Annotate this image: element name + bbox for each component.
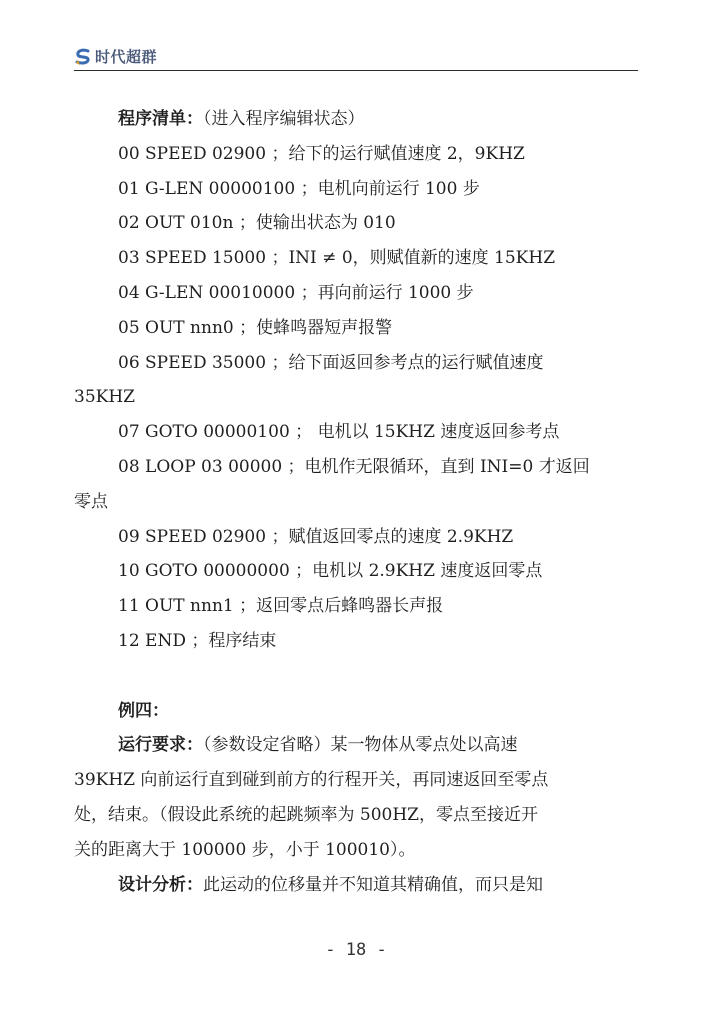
program-line: 12 END ；程序结束	[118, 630, 277, 651]
page-header	[74, 46, 638, 72]
program-line: 04 G-LEN 00010000 ；再向前运行 1000 步	[118, 282, 474, 303]
program-line: 10 GOTO 00000000 ；电机以 2.9KHZ 速度返回零点	[118, 561, 543, 582]
company-logo	[74, 46, 157, 67]
page-body	[74, 102, 640, 902]
spacer	[74, 659, 640, 694]
logo-text: 时代超群	[95, 48, 158, 66]
requirements-text: （参数设定省略）某一物体从零点处以高速	[203, 735, 518, 756]
program-line: 00 SPEED 02900 ；给下的运行赋值速度 2，9KHZ	[118, 143, 525, 164]
logo-icon	[74, 48, 92, 66]
program-line: 05 OUT nnn0 ；使蜂鸣器短声报警	[118, 317, 393, 338]
program-line: 08 LOOP 03 00000 ；电机作无限循环，直到 INI=0 才返回	[118, 456, 590, 477]
program-line-continuation: 35KHZ	[74, 387, 135, 408]
program-line: 06 SPEED 35000 ；给下面返回参考点的运行赋值速度	[118, 352, 544, 373]
program-line: 07 GOTO 00000100 ； 电机以 15KHZ 速度返回参考点	[118, 422, 560, 443]
example-heading-line	[74, 694, 640, 729]
program-subtitle: （进入程序编辑状态）	[203, 109, 365, 129]
program-line: 03 SPEED 15000 ；INI ≠ 0，则赋值新的速度 15KHZ	[118, 248, 556, 269]
requirements-line: 39KHZ 向前运行直到碰到前方的行程开关，再同速返回至零点	[74, 770, 549, 791]
requirements-line: 处，结束。（假设此系统的起跳频率为 500HZ，零点至接近开	[74, 804, 538, 825]
example-heading: 例四：	[118, 700, 169, 721]
program-line: 01 G-LEN 00000100 ；电机向前运行 100 步	[118, 178, 480, 199]
program-line: 02 OUT 010n ；使输出状态为 010	[118, 213, 396, 234]
requirements-line	[74, 728, 640, 763]
analysis-label: 设计分析：	[118, 874, 203, 895]
program-line-continuation: 零点	[74, 491, 108, 512]
requirements-label: 运行要求：	[118, 735, 203, 756]
program-line: 09 SPEED 02900 ；赋值返回零点的速度 2.9KHZ	[118, 526, 514, 547]
analysis-text: 此运动的位移量并不知道其精确值，而只是知	[203, 874, 543, 895]
header-rule	[74, 70, 638, 71]
requirements-line: 关的距离大于 100000 步，小于 100010）。	[74, 839, 416, 860]
program-title: 程序清单：	[118, 109, 203, 129]
page-number: - 18 -	[325, 940, 387, 960]
program-line: 11 OUT nnn1 ；返回零点后蜂鸣器长声报	[118, 596, 444, 617]
program-title-line	[74, 102, 640, 137]
analysis-line	[74, 868, 640, 903]
